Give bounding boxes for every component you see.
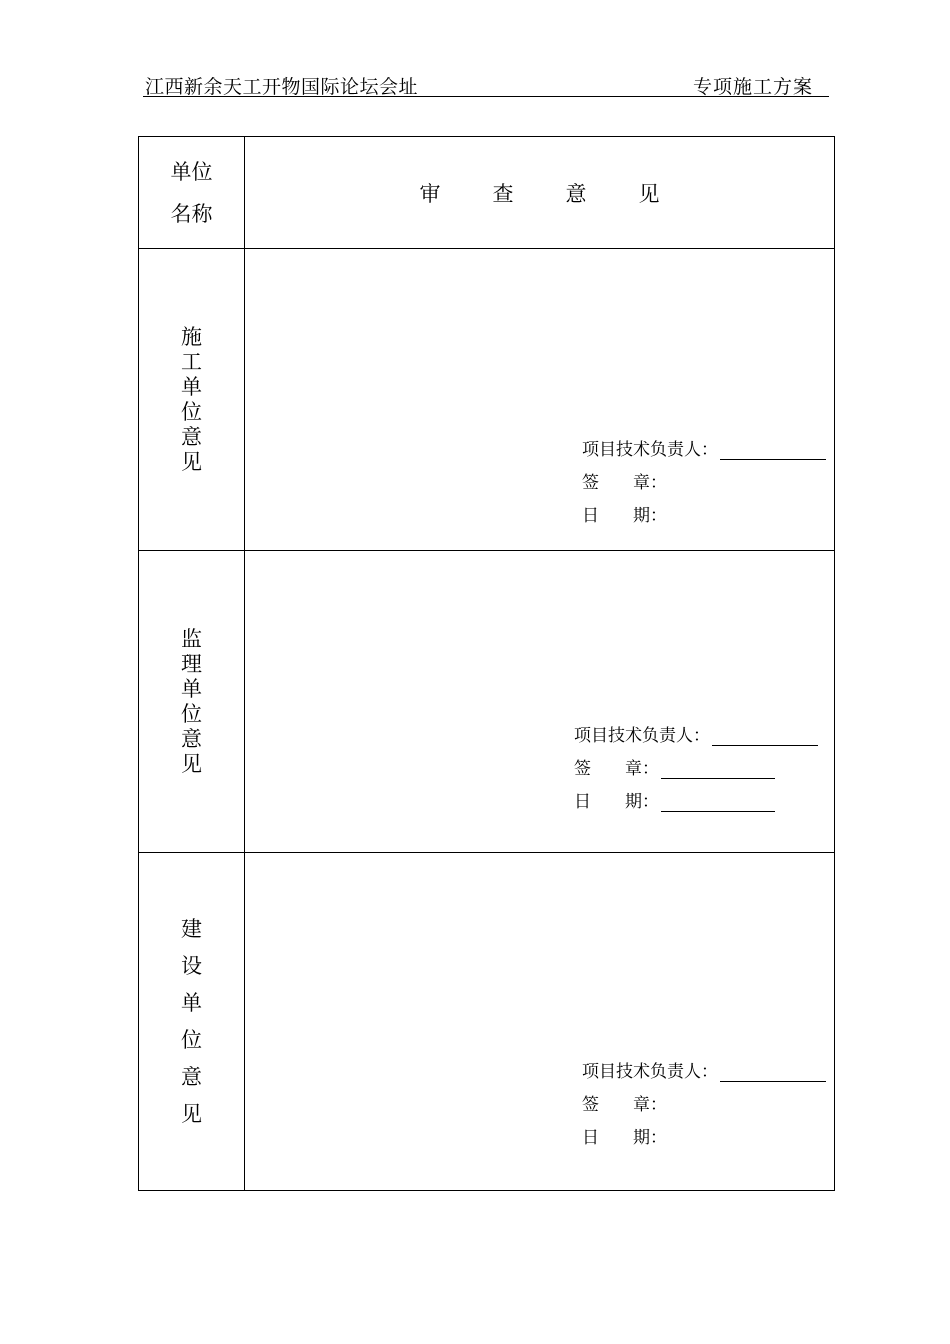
document-type: 专项施工方案 (692, 76, 813, 98)
responsible-line (582, 427, 826, 460)
date-field[interactable] (661, 791, 775, 812)
page-header (143, 68, 829, 97)
date-label: 日 期： (574, 792, 659, 812)
owner-opinion-cell[interactable] (245, 853, 835, 1191)
responsible-label: 项目技术负责人： (574, 726, 710, 746)
responsible-signature-field[interactable] (720, 439, 826, 460)
seal-line (582, 460, 826, 493)
unit-name-line2: 名称 (170, 201, 213, 226)
label-char: 意 (181, 424, 202, 449)
supervision-unit-row (139, 551, 835, 853)
label-char: 工 (181, 349, 202, 374)
label-char: 理 (181, 651, 202, 676)
label-char: 见 (181, 449, 202, 474)
seal-field[interactable] (661, 758, 775, 779)
owner-unit-row (139, 853, 835, 1191)
owner-sign-block (582, 1049, 826, 1148)
label-char: 见 (181, 751, 202, 776)
opinion-header-char: 查 (492, 181, 514, 206)
unit-name-header (139, 137, 245, 249)
date-field[interactable] (669, 1128, 775, 1148)
label-char: 位 (181, 399, 202, 424)
opinion-header-char: 意 (565, 181, 587, 206)
date-label: 日 期： (582, 1128, 667, 1148)
date-line (582, 1115, 826, 1148)
date-field[interactable] (669, 506, 775, 526)
responsible-signature-field[interactable] (712, 725, 818, 746)
label-char: 建 (181, 916, 202, 941)
label-char: 见 (181, 1101, 202, 1126)
supervision-sign-block (574, 713, 826, 812)
label-char: 施 (181, 324, 202, 349)
date-label: 日 期： (582, 506, 667, 526)
construction-sign-block (582, 427, 826, 526)
unit-name-line1: 单位 (170, 159, 213, 184)
label-char: 位 (181, 701, 202, 726)
label-char: 监 (181, 626, 202, 651)
label-char: 位 (181, 1027, 202, 1052)
label-char: 意 (181, 1064, 202, 1089)
construction-unit-label (139, 249, 245, 551)
construction-unit-row (139, 249, 835, 551)
label-char: 单 (181, 990, 202, 1015)
review-table (138, 136, 835, 1191)
responsible-label: 项目技术负责人： (582, 1062, 718, 1082)
responsible-label: 项目技术负责人： (582, 440, 718, 460)
responsible-line (574, 713, 826, 746)
responsible-line (582, 1049, 826, 1082)
label-char: 单 (181, 676, 202, 701)
supervision-unit-label (139, 551, 245, 853)
review-opinion-header (245, 137, 835, 249)
owner-unit-label (139, 853, 245, 1191)
seal-field[interactable] (669, 1095, 775, 1115)
opinion-header-char: 审 (419, 181, 441, 206)
date-line (582, 493, 826, 526)
construction-opinion-cell[interactable] (245, 249, 835, 551)
seal-label: 签 章： (574, 759, 659, 779)
supervision-opinion-cell[interactable] (245, 551, 835, 853)
label-char: 意 (181, 726, 202, 751)
label-char: 设 (181, 953, 202, 978)
seal-label: 签 章： (582, 1095, 667, 1115)
opinion-header-char: 见 (638, 181, 660, 206)
seal-field[interactable] (669, 473, 775, 493)
responsible-signature-field[interactable] (720, 1061, 826, 1082)
date-line (574, 779, 826, 812)
seal-line (574, 746, 826, 779)
seal-label: 签 章： (582, 473, 667, 493)
project-name: 江西新余天工开物国际论坛会址 (145, 76, 419, 98)
label-char: 单 (181, 374, 202, 399)
table-header-row (139, 137, 835, 249)
seal-line (582, 1082, 826, 1115)
